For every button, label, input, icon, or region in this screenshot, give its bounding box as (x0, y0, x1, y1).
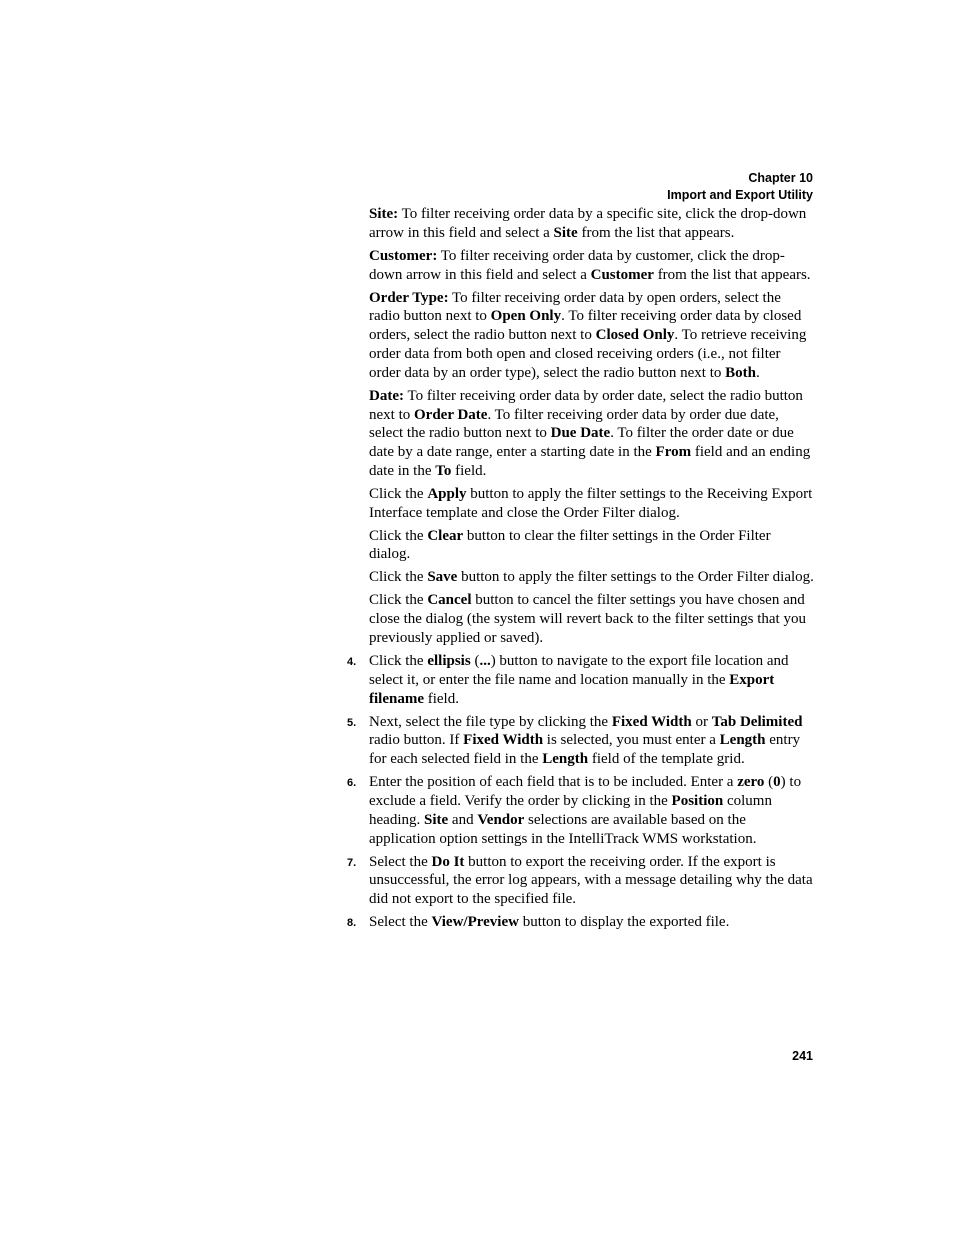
text: ) to exclude a field. Verify the order by clicking in the (369, 774, 802, 809)
text: Click the (369, 653, 428, 670)
page-number: 241 (792, 1049, 813, 1063)
text: and (448, 811, 478, 828)
bold-term: Site (553, 224, 578, 241)
text: Click the (369, 527, 428, 544)
text: field. (451, 462, 487, 479)
text: Select the (369, 914, 432, 931)
bold-term: Order Date (414, 406, 488, 423)
bold-term: Do It (431, 853, 465, 870)
text: To filter receiving order data by order date, select the radio button next to (369, 387, 803, 423)
save-paragraph (369, 568, 815, 587)
bold-term: Both (725, 364, 756, 381)
running-header (667, 170, 813, 204)
clear-paragraph (369, 527, 815, 565)
bold-term: Site (423, 811, 449, 828)
step-6 (347, 773, 815, 848)
text: . To filter the order date or due date by a date range, enter a starting date in the (369, 425, 794, 461)
bold-term: Export filename (369, 671, 775, 707)
text: button to apply the filter settings to the Order Filter dialog. (457, 569, 814, 586)
date-lead: Date: (369, 387, 404, 404)
text: To filter receiving order data by a specific site, click the drop-down arrow in this field and select a (369, 206, 807, 241)
text: Click the (369, 592, 428, 609)
text: radio button. If (369, 732, 464, 749)
bold-term: 0 (773, 774, 781, 791)
page-content (347, 205, 815, 936)
step-7 (347, 853, 815, 909)
text: entry for each selected field in the (369, 732, 801, 768)
step-number: 5. (347, 716, 357, 729)
bold-term: Clear (427, 527, 464, 544)
step-number: 6. (347, 777, 357, 790)
text: Select the (369, 853, 432, 870)
bold-term: Customer (590, 266, 654, 283)
text: button to apply the filter settings to the Receiving Export Interface template and close the Order Filter dialog. (369, 485, 813, 521)
bold-term: From (655, 444, 692, 461)
site-paragraph (369, 205, 815, 243)
text: from the list that appears. (653, 266, 811, 283)
bold-term: Vendor (477, 811, 525, 828)
text: ( (470, 653, 480, 670)
text: ) button to navigate to the export file location and select it, or enter the file name and location manually in the (369, 653, 789, 688)
text: from the list that appears. (577, 224, 735, 241)
text: selections are available based on the application option settings in the IntelliTrack WMS workstation. (369, 811, 757, 847)
text: To filter receiving order data by customer, click the drop-down arrow in this field and select a (369, 247, 785, 283)
bold-term: Position (671, 792, 724, 809)
customer-lead: Customer: (369, 247, 438, 264)
date-paragraph (369, 387, 815, 481)
bold-term: To (435, 462, 452, 479)
bold-term: ... (479, 653, 491, 670)
bold-term: Closed Only (595, 327, 675, 344)
bold-term: View/Preview (431, 914, 519, 931)
text: is selected, you must enter a (543, 732, 720, 749)
chapter-label: Chapter 10 (748, 171, 813, 185)
site-lead: Site: (369, 206, 399, 222)
cancel-paragraph (369, 591, 815, 647)
text: Click the (369, 569, 428, 586)
bold-term: Fixed Width (611, 713, 692, 730)
text: button to clear the filter settings in the Order Filter dialog. (369, 527, 771, 563)
text: or (691, 713, 712, 730)
text: . To filter receiving order data by order due date, select the radio button next to (369, 406, 779, 442)
text: field and an ending date in the (369, 444, 811, 479)
step-number: 4. (347, 656, 357, 669)
step-number: 8. (347, 917, 357, 930)
text: . To filter receiving order data by closed orders, select the radio button next to (369, 308, 802, 344)
text: Click the (369, 485, 428, 502)
text: . (755, 364, 760, 381)
text: button to cancel the filter settings you have chosen and close the dialog (the system will revert back to the filter settings that you previously applied or saved). (369, 592, 806, 647)
text: To filter receiving order data by open orders, select the radio button next to (369, 289, 781, 325)
apply-paragraph (369, 485, 815, 523)
customer-paragraph (369, 247, 815, 285)
step-8 (347, 913, 815, 932)
text: ( (764, 774, 774, 791)
bold-term: Cancel (427, 592, 472, 609)
bold-term: Length (719, 732, 766, 749)
bold-term: Open Only (490, 308, 562, 325)
chapter-title: Import and Export Utility (667, 188, 813, 202)
text: field of the template grid. (588, 751, 745, 768)
step-number: 7. (347, 856, 357, 869)
step-5 (347, 713, 815, 769)
bold-term: ellipsis (427, 653, 471, 670)
step-4 (347, 652, 815, 708)
order-type-lead: Order Type: (369, 289, 449, 306)
text: Next, select the file type by clicking the (369, 713, 612, 730)
text: button to display the exported file. (518, 914, 730, 931)
bold-term: Apply (427, 485, 467, 502)
text: button to export the receiving order. If the export is unsuccessful, the error log appears, with a message detailing why the data did not export to the specified file. (369, 853, 813, 908)
bold-term: Length (542, 751, 589, 768)
bold-term: Due Date (550, 425, 611, 442)
bold-term: Fixed Width (463, 732, 544, 749)
order-type-paragraph (369, 289, 815, 383)
text: Enter the position of each field that is to be included. Enter a (369, 774, 738, 791)
text: field. (423, 690, 459, 707)
text: column heading. (369, 792, 772, 828)
bold-term: zero (737, 774, 765, 791)
bold-term: Save (427, 569, 458, 586)
text: . To retrieve receiving order data from both open and closed receiving orders (i.e., not filter order data by an order type), select the radio button next to (369, 327, 807, 381)
bold-term: Tab Delimited (711, 713, 803, 730)
